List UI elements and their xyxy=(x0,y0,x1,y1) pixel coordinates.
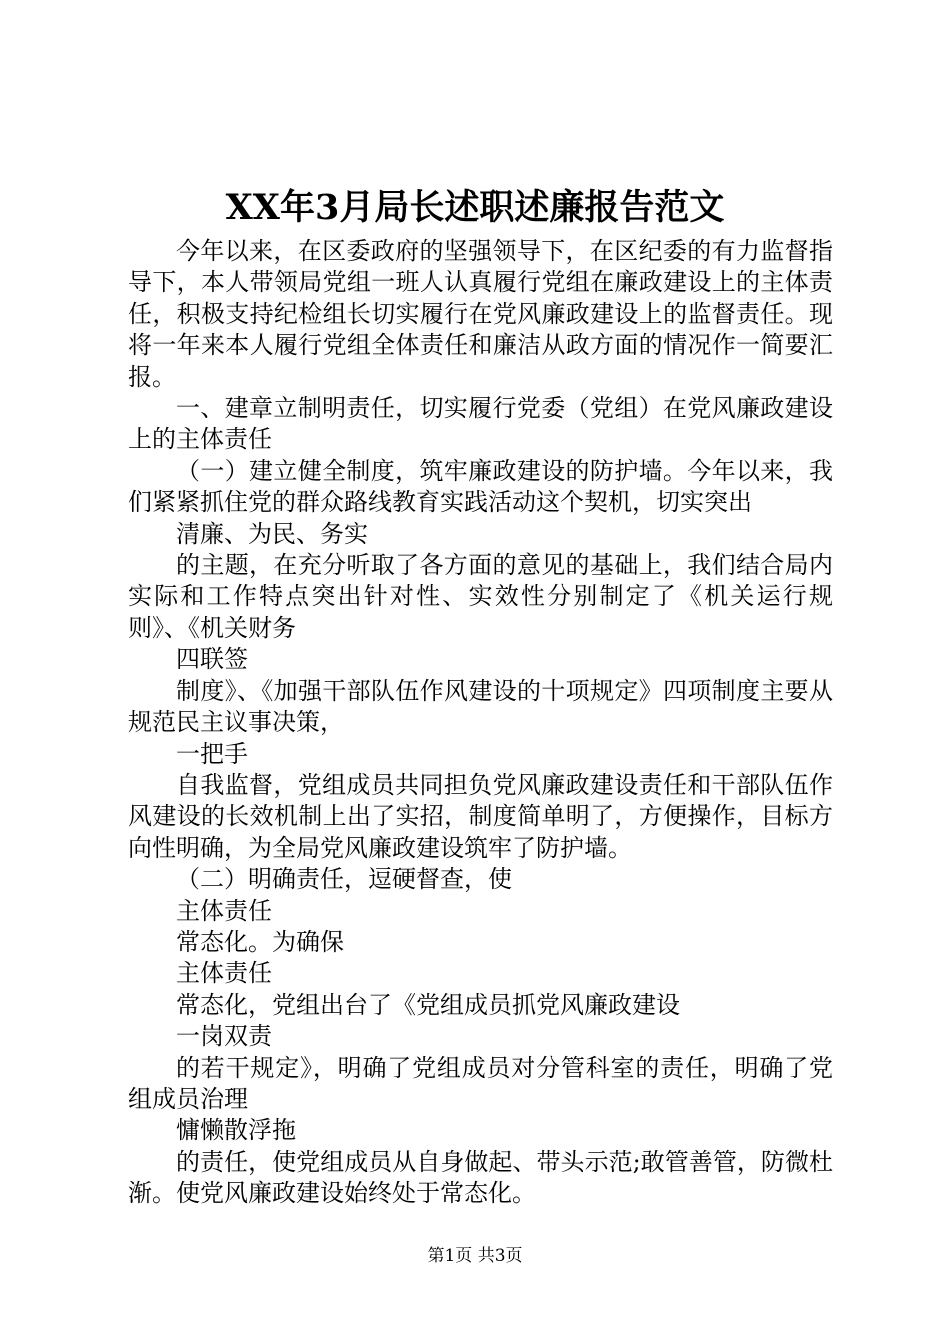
paragraph: 常态化，党组出台了《党组成员抓党风廉政建设 xyxy=(176,990,680,1019)
paragraph: 常态化。为确保 xyxy=(176,927,344,956)
paragraph: 的若干规定》，明确了党组成员对分管科室的责任，明确了党组成员治理 xyxy=(128,1053,833,1113)
paragraph: 的主题，在充分听取了各方面的意见的基础上，我们结合局内实际和工作特点突出针对性、实效性分别制定了《机关运行规则》、《机关财务 xyxy=(128,551,833,642)
paragraph: 一把手 xyxy=(176,739,248,768)
paragraph: 主体责任 xyxy=(176,959,272,988)
page-indicator: 第1页 共3页 xyxy=(427,1246,523,1266)
paragraph: 制度》、《加强干部队伍作风建设的十项规定》四项制度主要从规范民主议事决策， xyxy=(128,676,833,737)
paragraph: 的责任，使党组成员从自身做起、带头示范;敢管善管，防微杜渐。使党风廉政建设始终处于常态化。 xyxy=(128,1147,833,1208)
paragraph: 四联签 xyxy=(176,645,248,674)
section-heading: 一、建章立制明责任，切实履行党委（党组）在党风廉政建设上的主体责任 xyxy=(128,394,833,454)
paragraph: 慵懒散浮拖 xyxy=(176,1116,296,1145)
paragraph: 一岗双责 xyxy=(176,1022,272,1051)
paragraph: 自我监督，党组成员共同担负党风廉政建设责任和干部队伍作风建设的长效机制上出了实招，制度简单明了，方便操作，目标方向性明确，为全局党风廉政建设筑牢了防护墙。 xyxy=(128,770,833,862)
document-body xyxy=(128,236,833,1210)
paragraph: 主体责任 xyxy=(176,896,272,925)
document-title: XX年3月局长述职述廉报告范文 xyxy=(225,187,725,228)
paragraph: 今年以来，在区委政府的坚强领导下，在区纪委的有力监督指导下，本人带领局党组一班人认真履行党组在廉政建设上的主体责任，积极支持纪检组长切实履行在党风廉政建设上的监督责任。现将一年来本人履行党组全体责任和廉洁从政方面的情况作一简要汇报。 xyxy=(128,237,833,391)
paragraph: （二）明确责任，逗硬督查，使 xyxy=(176,865,512,894)
paragraph: 清廉、为民、务实 xyxy=(176,519,368,548)
paragraph: （一）建立健全制度，筑牢廉政建设的防护墙。今年以来，我们紧紧抓住党的群众路线教育实践活动这个契机，切实突出 xyxy=(128,456,833,517)
